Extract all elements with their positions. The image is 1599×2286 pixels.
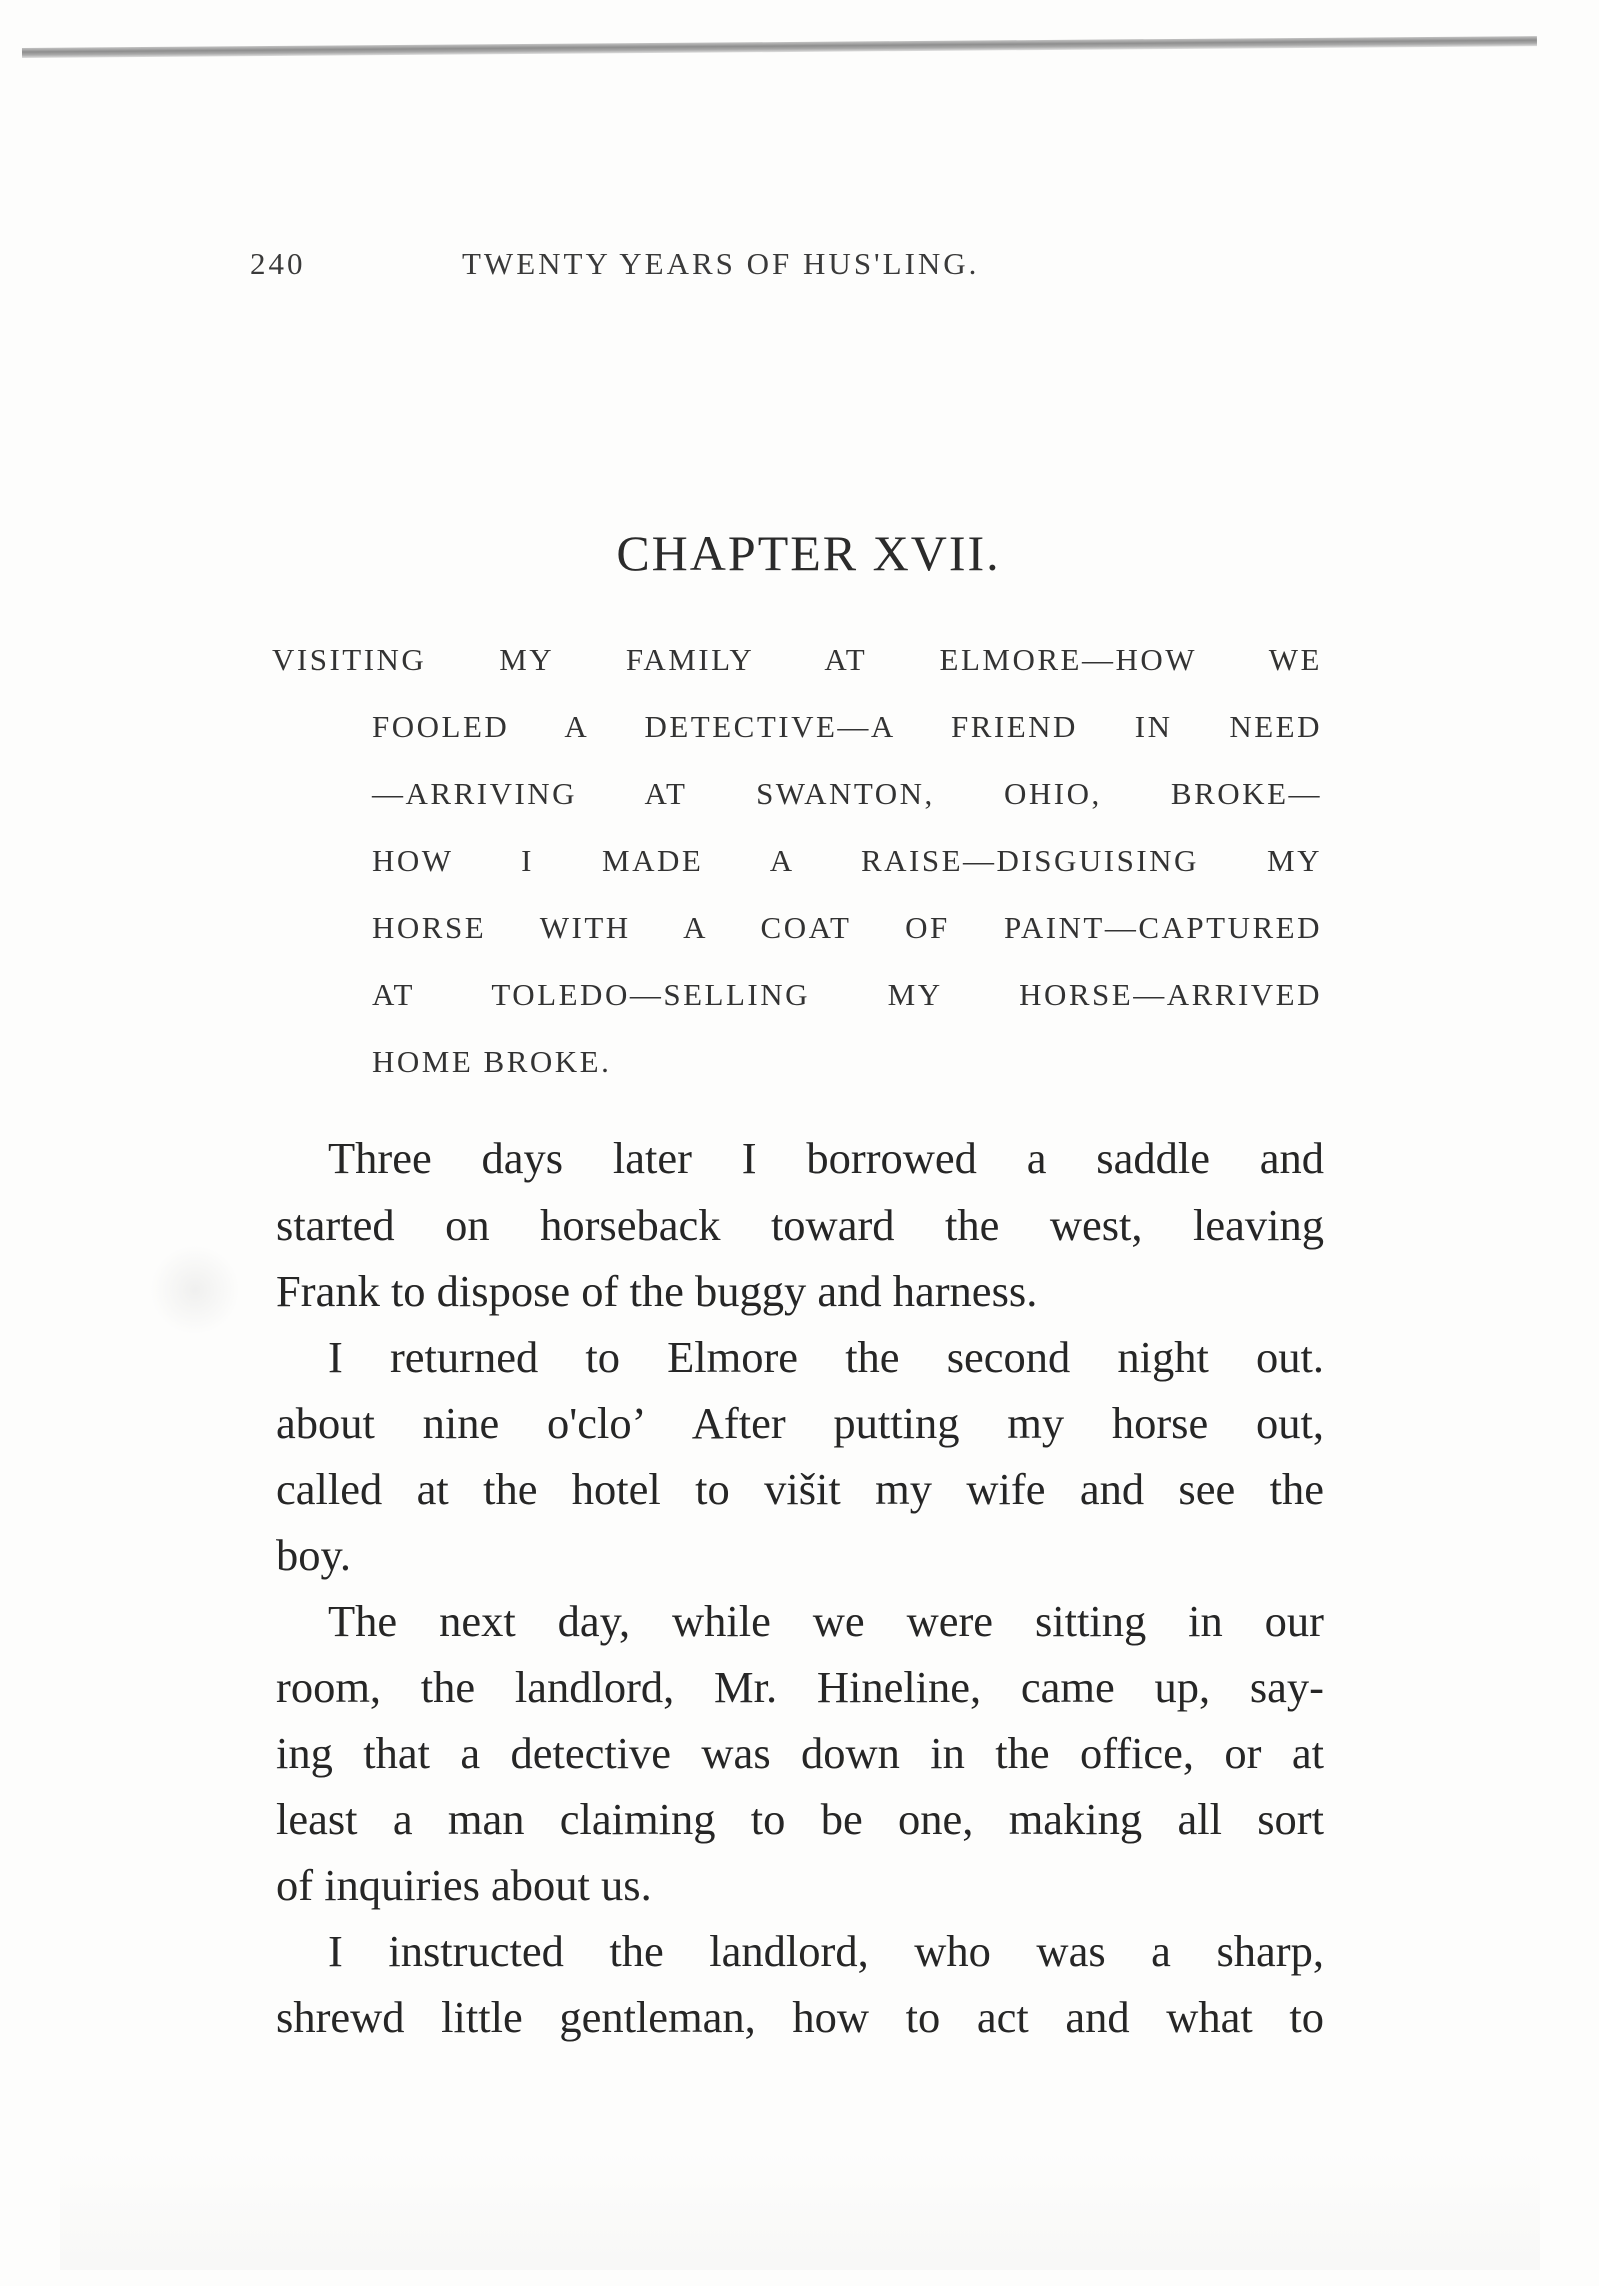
book-title: TWENTY YEARS OF HUS'LING. xyxy=(462,246,980,281)
body-line: shrewd little gentleman, how to act and what to xyxy=(276,1992,1324,2042)
body-line: called at the hotel to višit my wife and see the xyxy=(276,1464,1324,1514)
body-line: boy. xyxy=(276,1530,351,1580)
body-line: of inquiries about us. xyxy=(276,1860,652,1910)
body-line: room, the landlord, Mr. Hineline, came up, say- xyxy=(276,1662,1324,1712)
running-head xyxy=(250,246,1350,286)
body-line: The next day, while we were sitting in our xyxy=(328,1596,1324,1646)
synopsis-line: —ARRIVING AT SWANTON, OHIO, BROKE— xyxy=(372,776,1322,811)
synopsis-line: VISITING MY FAMILY AT ELMORE—HOW WE xyxy=(272,642,1322,677)
body-line: least a man claiming to be one, making all sort xyxy=(276,1794,1324,1844)
page-number: 240 xyxy=(250,246,306,281)
body-line: Frank to dispose of the buggy and harness. xyxy=(276,1266,1038,1316)
body-line: I returned to Elmore the second night out. xyxy=(328,1332,1324,1382)
synopsis-line: HOW I MADE A RAISE—DISGUISING MY xyxy=(372,843,1322,878)
paper-speckle xyxy=(150,1245,240,1335)
synopsis-line: AT TOLEDO—SELLING MY HORSE—ARRIVED xyxy=(372,977,1322,1012)
chapter-title: CHAPTER XVII. xyxy=(616,525,1001,581)
body-line: started on horseback toward the west, leaving xyxy=(276,1200,1324,1250)
body-line: about nine o'cloʼ After putting my horse out, xyxy=(276,1398,1324,1448)
body-line: I instructed the landlord, who was a sharp, xyxy=(328,1926,1324,1976)
synopsis-line: HOME BROKE. xyxy=(372,1044,612,1079)
body-line: Three days later I borrowed a saddle and xyxy=(328,1133,1324,1183)
body-line: ing that a detective was down in the office, or at xyxy=(276,1728,1324,1778)
scan-edge-rule xyxy=(22,36,1537,58)
synopsis-line: FOOLED A DETECTIVE—A FRIEND IN NEED xyxy=(372,709,1322,744)
synopsis-line: HORSE WITH A COAT OF PAINT—CAPTURED xyxy=(372,910,1322,945)
paper-speckle-bottom xyxy=(60,2150,1540,2270)
